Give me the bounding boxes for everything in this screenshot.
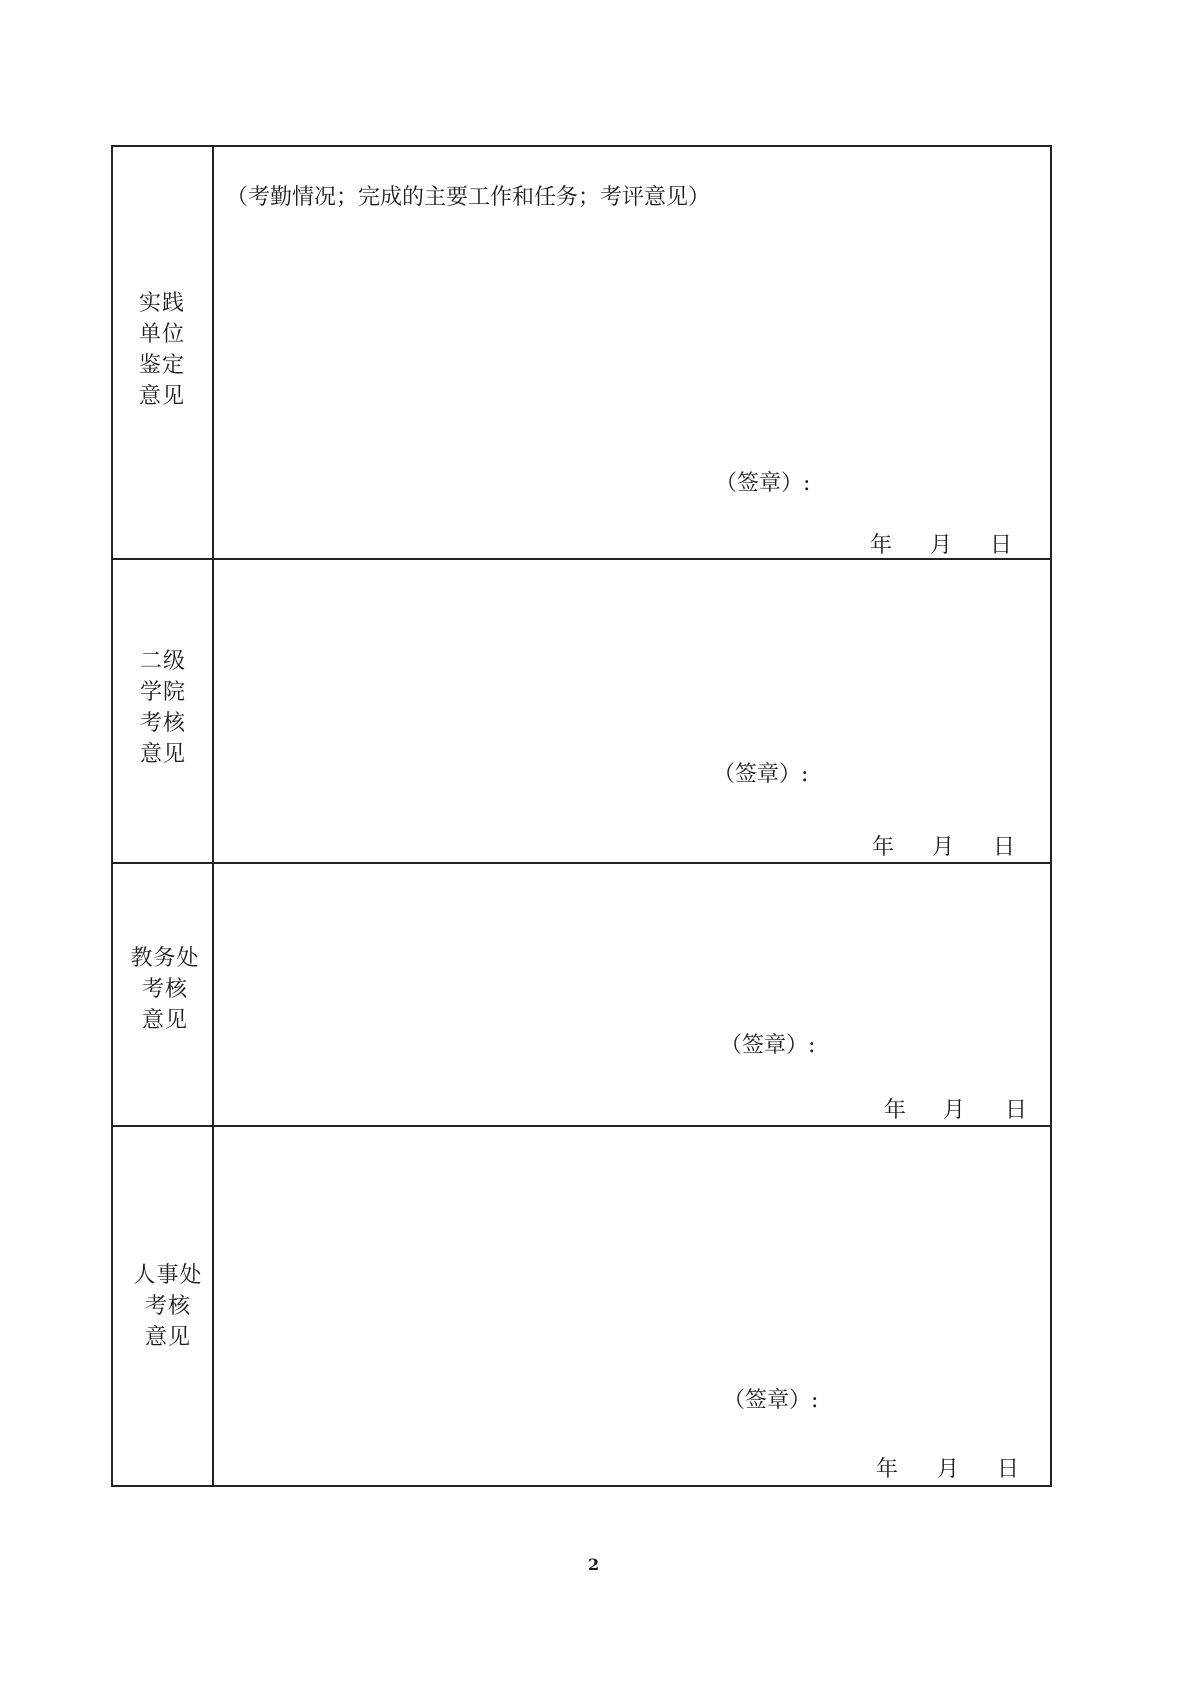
signature-label: （签章）:	[715, 471, 811, 496]
section-label-academic-affairs: 教务处 考核 意见	[130, 946, 200, 1033]
signature-label: （签章）:	[720, 1033, 816, 1058]
signature-label: （签章）:	[723, 1388, 819, 1413]
signature-label: （签章）:	[713, 762, 809, 787]
page-number: 2	[588, 1555, 600, 1574]
form-page: 实践 单位 鉴定 意见 （考勤情况；完成的主要工作和任务；考评意见） （签章）: 年 月 日 二级 学院 考核 意见 （签章）: 年 月 日 教务处 考核 意见 （签章）: 年 月 日 人事处 考核 意见 （签章）: 年 月 日 2	[0, 0, 1182, 1684]
table-right-border	[1050, 145, 1052, 1487]
row-divider-3	[111, 1125, 1052, 1127]
table-bottom-border	[111, 1485, 1052, 1487]
table-top-border	[111, 145, 1052, 147]
section-label-practice-unit: 实践 单位 鉴定 意见	[138, 291, 185, 409]
section-label-personnel: 人事处 考核 意见	[133, 1263, 203, 1350]
row-divider-1	[111, 558, 1052, 560]
section-label-college: 二级 学院 考核 意见	[139, 649, 186, 767]
section-hint: （考勤情况；完成的主要工作和任务；考评意见）	[226, 185, 711, 210]
row-divider-2	[111, 862, 1052, 864]
